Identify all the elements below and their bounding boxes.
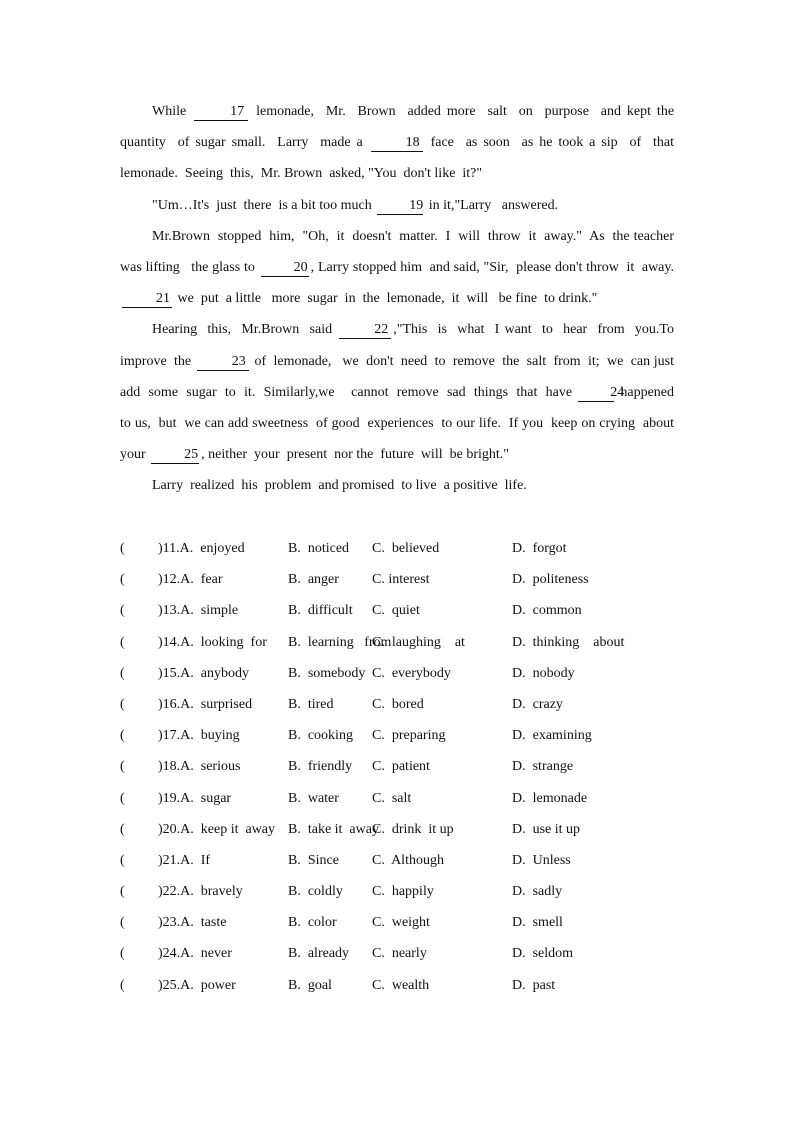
blank-23[interactable]: 23: [197, 353, 249, 371]
option-b[interactable]: B. noticed: [288, 541, 350, 556]
paragraph-2: [120, 190, 674, 221]
question-row: [120, 533, 720, 564]
option-b[interactable]: B. difficult: [288, 603, 353, 619]
question-row: [120, 564, 720, 595]
question-row: [120, 658, 720, 689]
option-b[interactable]: B. color: [288, 915, 337, 931]
option-d[interactable]: D. politeness: [512, 572, 589, 588]
question-options: [120, 533, 720, 1001]
blank-22[interactable]: 22: [339, 321, 391, 339]
option-b[interactable]: B. somebody: [288, 665, 366, 681]
paragraph-1: [120, 96, 678, 190]
option-d[interactable]: D. crazy: [512, 696, 563, 712]
option-c[interactable]: C. believed: [372, 541, 440, 556]
paren-open: (: [120, 946, 125, 962]
blank-24[interactable]: 24: [578, 384, 614, 402]
question-row: [120, 783, 720, 814]
option-d[interactable]: D. use it up: [512, 821, 581, 837]
option-d[interactable]: D. smell: [512, 915, 563, 931]
option-c[interactable]: C. salt: [372, 790, 412, 806]
option-a[interactable]: )23.A. taste: [158, 915, 227, 931]
option-a[interactable]: )15.A. anybody: [158, 665, 249, 681]
option-b[interactable]: B. learning from: [288, 634, 392, 650]
text: While: [152, 104, 187, 119]
option-b[interactable]: B. anger: [288, 572, 339, 588]
option-a[interactable]: )21.A. If: [158, 852, 211, 868]
question-row: [120, 720, 720, 751]
text: face as soon as he took a sip of that lemonade. Seeing this, Mr. Brown asked, "You don't like it?": [120, 135, 678, 182]
paragraph-3: [120, 221, 678, 315]
paren-open: (: [120, 977, 125, 993]
blank-25[interactable]: 25: [151, 446, 199, 464]
option-a[interactable]: )22.A. bravely: [158, 884, 243, 900]
blank-19[interactable]: 19: [377, 197, 423, 215]
question-row: [120, 689, 720, 720]
option-c[interactable]: C. bored: [372, 696, 424, 712]
text: we put a little more sugar in the lemonade, it will be fine to drink.": [177, 291, 598, 307]
paren-open: (: [120, 790, 125, 806]
option-d[interactable]: D. strange: [512, 759, 574, 775]
paren-open: (: [120, 759, 125, 775]
option-d[interactable]: D. forgot: [512, 541, 567, 556]
option-a[interactable]: )16.A. surprised: [158, 696, 253, 712]
option-d[interactable]: D. past: [512, 977, 556, 993]
option-a[interactable]: )24.A. never: [158, 946, 232, 962]
option-b[interactable]: B. friendly: [288, 759, 353, 775]
text: Hearing this, Mr.Brown said: [152, 322, 333, 338]
option-b[interactable]: B. take it away: [288, 821, 379, 837]
paren-open: (: [120, 696, 125, 712]
option-d[interactable]: D. Unless: [512, 852, 571, 868]
paren-open: (: [120, 603, 125, 619]
text: Mr.Brown stopped him, "Oh, it doesn't matter. I will throw it away." As the teacher was lifting the glass to: [120, 228, 678, 276]
paragraph-5: Larry realized his problem and promised to live a positive life.: [152, 478, 527, 494]
option-c[interactable]: C. wealth: [372, 977, 430, 993]
paren-open: (: [120, 665, 125, 681]
option-c[interactable]: C. weight: [372, 915, 430, 931]
option-d[interactable]: D. nobody: [512, 665, 575, 681]
option-b[interactable]: B. Since: [288, 852, 339, 868]
option-c[interactable]: C. drink it up: [372, 821, 454, 837]
option-c[interactable]: C. preparing: [372, 728, 446, 744]
blank-21[interactable]: 21: [122, 290, 172, 308]
option-a[interactable]: )25.A. power: [158, 977, 236, 993]
text: of lemonade, we don't need to remove the salt from it; we can just add some sugar to it. Similarly,we cannot remove sad things that have: [120, 353, 682, 400]
text: "Um…It's just there is a bit too much: [152, 197, 372, 213]
paren-open: (: [120, 915, 125, 931]
option-d[interactable]: D. examining: [512, 728, 592, 744]
option-a[interactable]: )11.A. enjoyed: [158, 541, 245, 556]
question-row: [120, 627, 720, 658]
question-row: [120, 751, 720, 782]
option-c[interactable]: C. Although: [372, 852, 444, 868]
text: lemonade, Mr. Brown added more salt on purpose and kept the quantity of sugar small. Larry made a: [120, 104, 678, 151]
question-row: [120, 876, 720, 907]
blank-17[interactable]: 17: [194, 103, 248, 121]
option-c[interactable]: C. happily: [372, 884, 434, 900]
option-c[interactable]: C. everybody: [372, 665, 451, 681]
text: happened to us, but we can add sweetness of good experiences to our life. If you keep on crying about your: [120, 384, 682, 463]
option-c[interactable]: C. laughing at: [372, 634, 465, 650]
option-d[interactable]: D. sadly: [512, 884, 563, 900]
option-a[interactable]: )20.A. keep it away: [158, 821, 276, 837]
option-b[interactable]: B. water: [288, 790, 339, 806]
passage: [120, 96, 682, 502]
option-c[interactable]: C. nearly: [372, 946, 427, 962]
paren-open: (: [120, 852, 125, 868]
option-a[interactable]: )18.A. serious: [158, 759, 241, 775]
question-row: [120, 845, 720, 876]
blank-20[interactable]: 20: [261, 259, 309, 277]
question-row: [120, 595, 720, 626]
option-b[interactable]: B. tired: [288, 696, 334, 712]
question-row: [120, 814, 720, 845]
option-b[interactable]: B. goal: [288, 977, 332, 993]
paren-open: (: [120, 821, 125, 837]
paren-open: (: [120, 728, 125, 744]
paren-open: (: [120, 541, 125, 556]
option-a[interactable]: )17.A. buying: [158, 728, 240, 744]
option-d[interactable]: D. lemonade: [512, 790, 588, 806]
option-d[interactable]: D. thinking about: [512, 634, 625, 650]
blank-18[interactable]: 18: [371, 134, 423, 152]
text: in it,"Larry answered.: [428, 197, 559, 213]
paren-open: (: [120, 572, 125, 588]
option-a[interactable]: )19.A. sugar: [158, 790, 232, 806]
text: , Larry stopped him and said, "Sir, please don't throw it away.: [310, 260, 674, 276]
paragraph-4: [120, 314, 682, 470]
option-b[interactable]: B. cooking: [288, 728, 353, 744]
option-a[interactable]: )12.A. fear: [158, 572, 223, 588]
option-a[interactable]: )14.A. looking for: [158, 634, 267, 650]
text: , neither your present nor the future will be bright.": [201, 447, 509, 463]
option-d[interactable]: D. seldom: [512, 946, 574, 962]
option-d[interactable]: D. common: [512, 603, 582, 619]
paren-open: (: [120, 884, 125, 900]
option-a[interactable]: )13.A. simple: [158, 603, 239, 619]
question-row: [120, 938, 720, 969]
option-c[interactable]: C. interest: [372, 572, 430, 588]
option-b[interactable]: B. already: [288, 946, 350, 962]
question-row: [120, 907, 720, 938]
option-b[interactable]: B. coldly: [288, 884, 343, 900]
question-row: [120, 970, 720, 1001]
option-c[interactable]: C. quiet: [372, 603, 420, 619]
text: ,"This is what I want to hear from you.To improve the: [120, 322, 678, 369]
option-c[interactable]: C. patient: [372, 759, 430, 775]
paren-open: (: [120, 634, 125, 650]
